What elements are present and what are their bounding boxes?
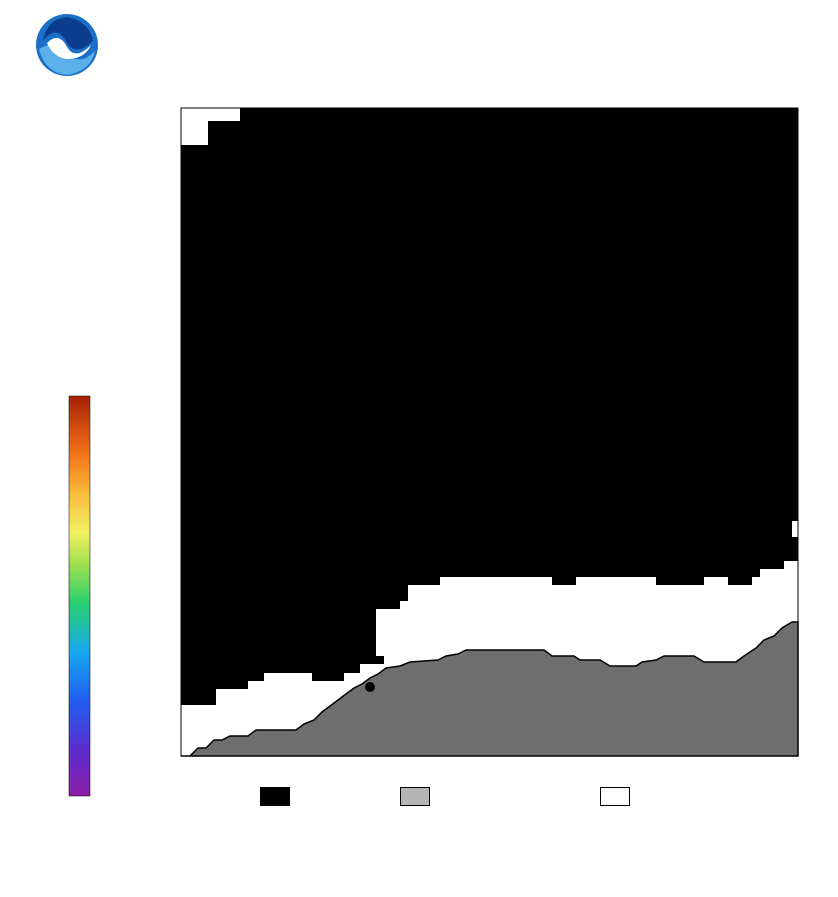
- legend-swatch-undefined: [600, 787, 630, 806]
- station-marker: [365, 682, 375, 692]
- legend-swatch-cloudy: [260, 787, 290, 806]
- legend-swatch-probably-cloudy: [400, 787, 430, 806]
